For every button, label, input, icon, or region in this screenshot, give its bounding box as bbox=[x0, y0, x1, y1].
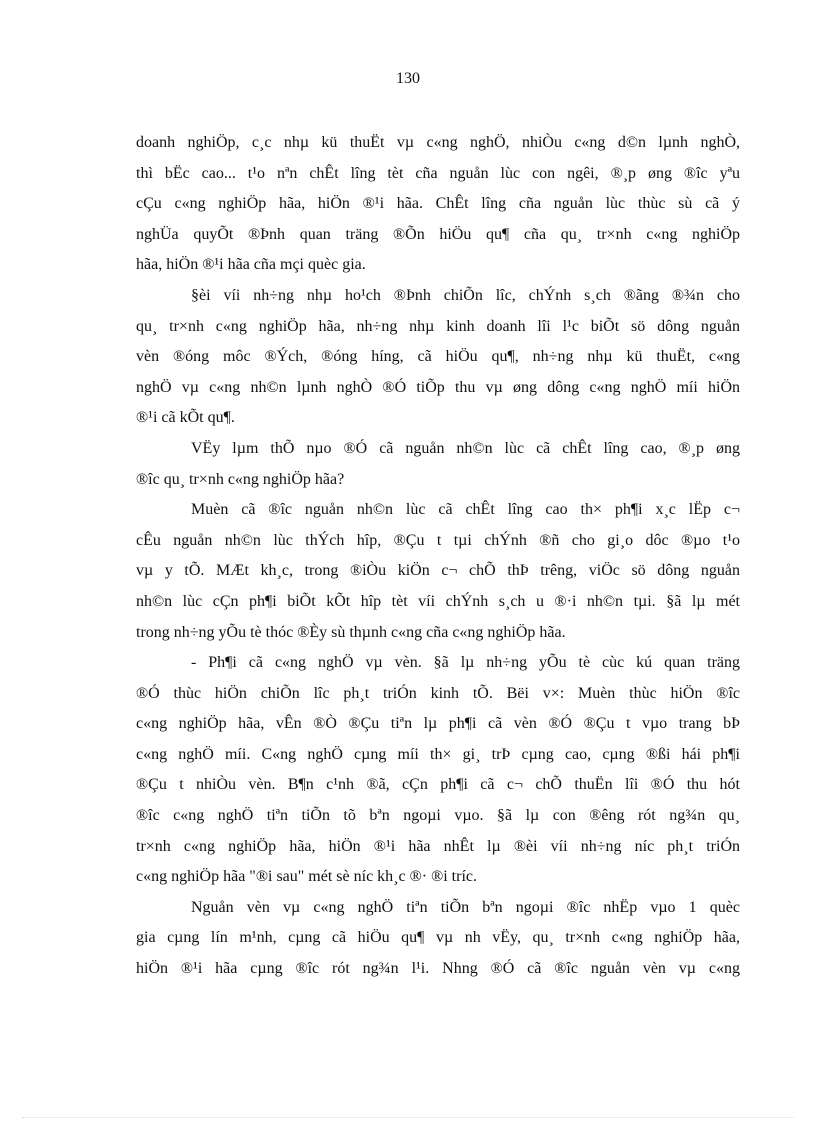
text-line: cÊu nguån nh©n lùc thÝch hîp, ®Çu t tµi chÝnh ®ñ cho gi¸o dôc ®µo t¹o bbox=[136, 531, 740, 549]
body-text bbox=[136, 128, 740, 985]
text-line: vµ y tÕ. MÆt kh¸c, trong ®iÒu kiÖn c¬ chÕ thÞ trêng, viÖc sö dông nguån bbox=[136, 562, 740, 580]
text-line: c«ng nghiÖp hãa "®i sau" mét sè níc kh¸c ®· ®i tríc. bbox=[136, 868, 477, 886]
text-line: cÇu c«ng nghiÖp hãa, hiÖn ®¹i hãa. ChÊt lîng cña nguån lùc thùc sù cã ý bbox=[136, 195, 740, 213]
text-line: ®Ó thùc hiÖn chiÕn lîc ph¸t triÓn kinh tÕ. Bëi v×: Muèn thùc hiÖn ®îc bbox=[136, 684, 740, 702]
text-line: VËy lµm thÕ nµo ®Ó cã nguån nh©n lùc cã chÊt lîng cao, ®¸p øng bbox=[191, 439, 740, 457]
text-line: trong nh÷ng yÕu tè thóc ®Èy sù thµnh c«ng cña c«ng nghiÖp hãa. bbox=[136, 623, 566, 641]
text-line: ®îc c«ng nghÖ tiªn tiÕn tõ bªn ngoµi vµo. §ã lµ con ®êng rót ng¾n qu¸ bbox=[136, 807, 740, 825]
text-line: hiÖn ®¹i hãa cµng ®îc rót ng¾n l¹i. Nhng ®Ó cã ®îc nguån vèn vµ c«ng bbox=[136, 960, 740, 978]
text-line: thì bËc cao... t¹o nªn chÊt lîng tèt cña nguån lùc con ngêi, ®¸p øng ®îc yªu bbox=[136, 164, 740, 182]
text-line: - Ph¶i cã c«ng nghÖ vµ vèn. §ã lµ nh÷ng yÕu tè cùc kú quan träng bbox=[191, 654, 740, 672]
text-line: nghÜa quyÕt ®Þnh quan träng ®Õn hiÖu qu¶ cña qu¸ tr×nh c«ng nghiÖp bbox=[136, 225, 740, 243]
text-line: c«ng nghiÖp hãa, vÊn ®Ò ®Çu tiªn lµ ph¶i cã vèn ®Ó ®Çu t vµo trang bÞ bbox=[136, 715, 740, 733]
text-line: hãa, hiÖn ®¹i hãa cña mçi quèc gia. bbox=[136, 256, 366, 274]
text-line: ®îc qu¸ tr×nh c«ng nghiÖp hãa? bbox=[136, 470, 345, 488]
text-line: ®¹i cã kÕt qu¶. bbox=[136, 409, 235, 427]
text-line: qu¸ tr×nh c«ng nghiÖp hãa, nh÷ng nhµ kinh doanh lîi l¹c biÕt sö dông nguån bbox=[136, 317, 740, 335]
text-line: vèn ®óng môc ®Ých, ®óng híng, cã hiÖu qu¶, nh÷ng nhµ kü thuËt, c«ng bbox=[136, 348, 740, 366]
text-line: doanh nghiÖp, c¸c nhµ kü thuËt vµ c«ng nghÖ, nhiÒu c«ng d©n lµnh nghÒ, bbox=[136, 134, 740, 151]
text-line: c«ng nghÖ míi. C«ng nghÖ cµng míi th× gi¸ trÞ cµng cao, cµng ®ßi hái ph¶i bbox=[136, 745, 740, 763]
page-bottom-divider bbox=[22, 1117, 794, 1118]
text-line: Muèn cã ®îc nguån nh©n lùc cã chÊt lîng cao th× ph¶i x¸c lËp c¬ bbox=[191, 501, 740, 519]
text-line: §èi víi nh÷ng nhµ ho¹ch ®Þnh chiÕn lîc, chÝnh s¸ch ®ãng ®¾n cho bbox=[191, 286, 740, 304]
page-number: 130 bbox=[396, 70, 420, 87]
text-line: nghÖ vµ c«ng nh©n lµnh nghÒ ®Ó tiÕp thu vµ øng dông c«ng nghÖ míi hiÖn bbox=[136, 378, 740, 396]
text-line: Nguån vèn vµ c«ng nghÖ tiªn tiÕn bªn ngoµi ®îc nhËp vµo 1 quèc bbox=[191, 898, 740, 916]
text-line: gia cµng lín m¹nh, cµng cã hiÖu qu¶ vµ nh vËy, qu¸ tr×nh c«ng nghiÖp hãa, bbox=[136, 929, 740, 947]
text-line: nh©n lùc cÇn ph¶i biÕt kÕt hîp tèt víi chÝnh s¸ch u ®·i nh©n tµi. §ã lµ mét bbox=[136, 592, 740, 610]
text-line: tr×nh c«ng nghiÖp hãa, hiÖn ®¹i hãa nhÊt lµ ®èi víi nh÷ng níc ph¸t triÓn bbox=[136, 837, 740, 855]
text-line: ®Çu t nhiÒu vèn. B¶n c¹nh ®ã, cÇn ph¶i cã c¬ chÕ thuËn lîi ®Ó thu hót bbox=[136, 776, 740, 794]
